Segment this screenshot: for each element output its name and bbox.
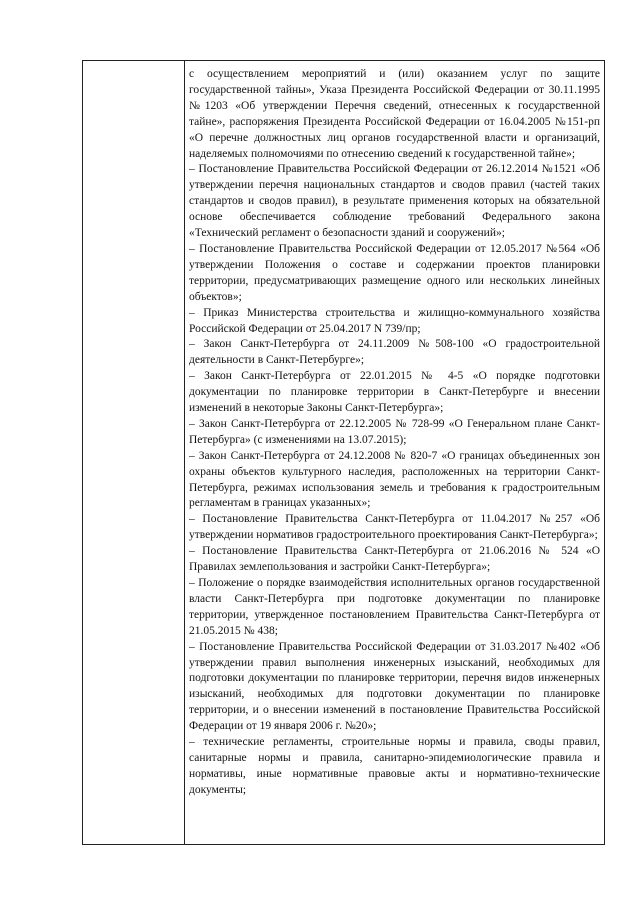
paragraph-resolution-524: – Постановление Правительства Санкт-Петербурга от 21.06.2016 № 524 «О Правилах землепользования и застройки Санкт-Петербурга»; (189, 545, 600, 574)
paragraph-state-secret-decrees: с осуществлением мероприятий и (или) оказанием услуг по защите государственной тайны», Указа Президента Российской Федерации от 30.11.1995 №1203 «Об утверждении Перечня сведений, отнесенных к государственной тайне», распоряжения Президента Российской Федерации от 16.04.2005 №151-рп «О перечне должностных лиц органов государственной власти и организаций, наделяемых полномочиями по отнесению сведений к государственной тайне»; (189, 68, 600, 160)
paragraph-law-508-100: – Закон Санкт-Петербурга от 24.11.2009 №508-100 «О градостроительной деятельности в Санкт-Петербурге»; (189, 338, 600, 367)
document-table (82, 60, 605, 845)
paragraph-resolution-402: – Постановление Правительства Российской Федерации от 31.03.2017 №402 «Об утверждении правил выполнения инженерных изысканий, необходимых для подготовки документации по планировке территории, перечня видов инженерных изысканий, необходимых для подготовки документации по планировке территории, и о внесении изменений в постановление Правительства Российской Федерации от 19 января 2006 г. №20»; (189, 640, 600, 733)
paragraph-law-820-7: – Закон Санкт-Петербурга от 24.12.2008 № 820-7 «О границах объединенных зон охраны объектов культурного наследия, расположенных на территории Санкт-Петербурга, режимах использования земель и требования к градостроительным регламентам в границах указанных»; (189, 449, 600, 510)
table-right-cell (185, 61, 604, 844)
paragraph-order-739: – Приказ Министерства строительства и жилищно-коммунального хозяйства Российской Федерации от 25.04.2017 N 739/пр; (189, 306, 600, 335)
paragraph-law-728-99: – Закон Санкт-Петербурга от 22.12.2005 № 728-99 «О Генеральном плане Санкт-Петербурга» (с изменениями на 13.07.2015); (189, 417, 600, 446)
paragraph-resolution-257: – Постановление Правительства Санкт-Петербурга от 11.04.2017 №257 «Об утверждении нормативов градостроительного проектирования Санкт-Петербурга»; (189, 513, 600, 542)
paragraph-law-4-5: – Закон Санкт-Петербурга от 22.01.2015 № 4-5 «О порядке подготовки документации по планировке территории в Санкт-Петербурге и внесении изменений в некоторые Законы Санкт-Петербурга»; (189, 370, 600, 415)
paragraph-resolution-1521: – Постановление Правительства Российской Федерации от 26.12.2014 №1521 «Об утверждении перечня национальных стандартов и сводов правил (частей таких стандартов и сводов правил), в результате применения которых на обязательной основе обеспечивается соблюдение требований Федерального закона «Технический регламент о безопасности зданий и сооружений»; (189, 163, 600, 240)
table-left-cell (83, 61, 185, 844)
paragraph-resolution-564: – Постановление Правительства Российской Федерации от 12.05.2017 №564 «Об утверждении Положения о составе и содержании проектов планировки территории, предусматривающих размещение одного или нескольких линейных объектов»; (189, 242, 600, 303)
paragraph-technical-regulations: – технические регламенты, строительные нормы и правила, своды правил, санитарные нормы и правила, санитарно-эпидемиологические правила и нормативы, иные нормативные правовые акты и нормативно-технические документы; (189, 736, 600, 796)
paragraph-regulation-438: – Положение о порядке взаимодействия исполнительных органов государственной власти Санкт-Петербурга при подготовке документации по планировке территории, утвержденное постановлением Правительства Санкт-Петербурга от 21.05.2015 № 438; (189, 577, 600, 637)
